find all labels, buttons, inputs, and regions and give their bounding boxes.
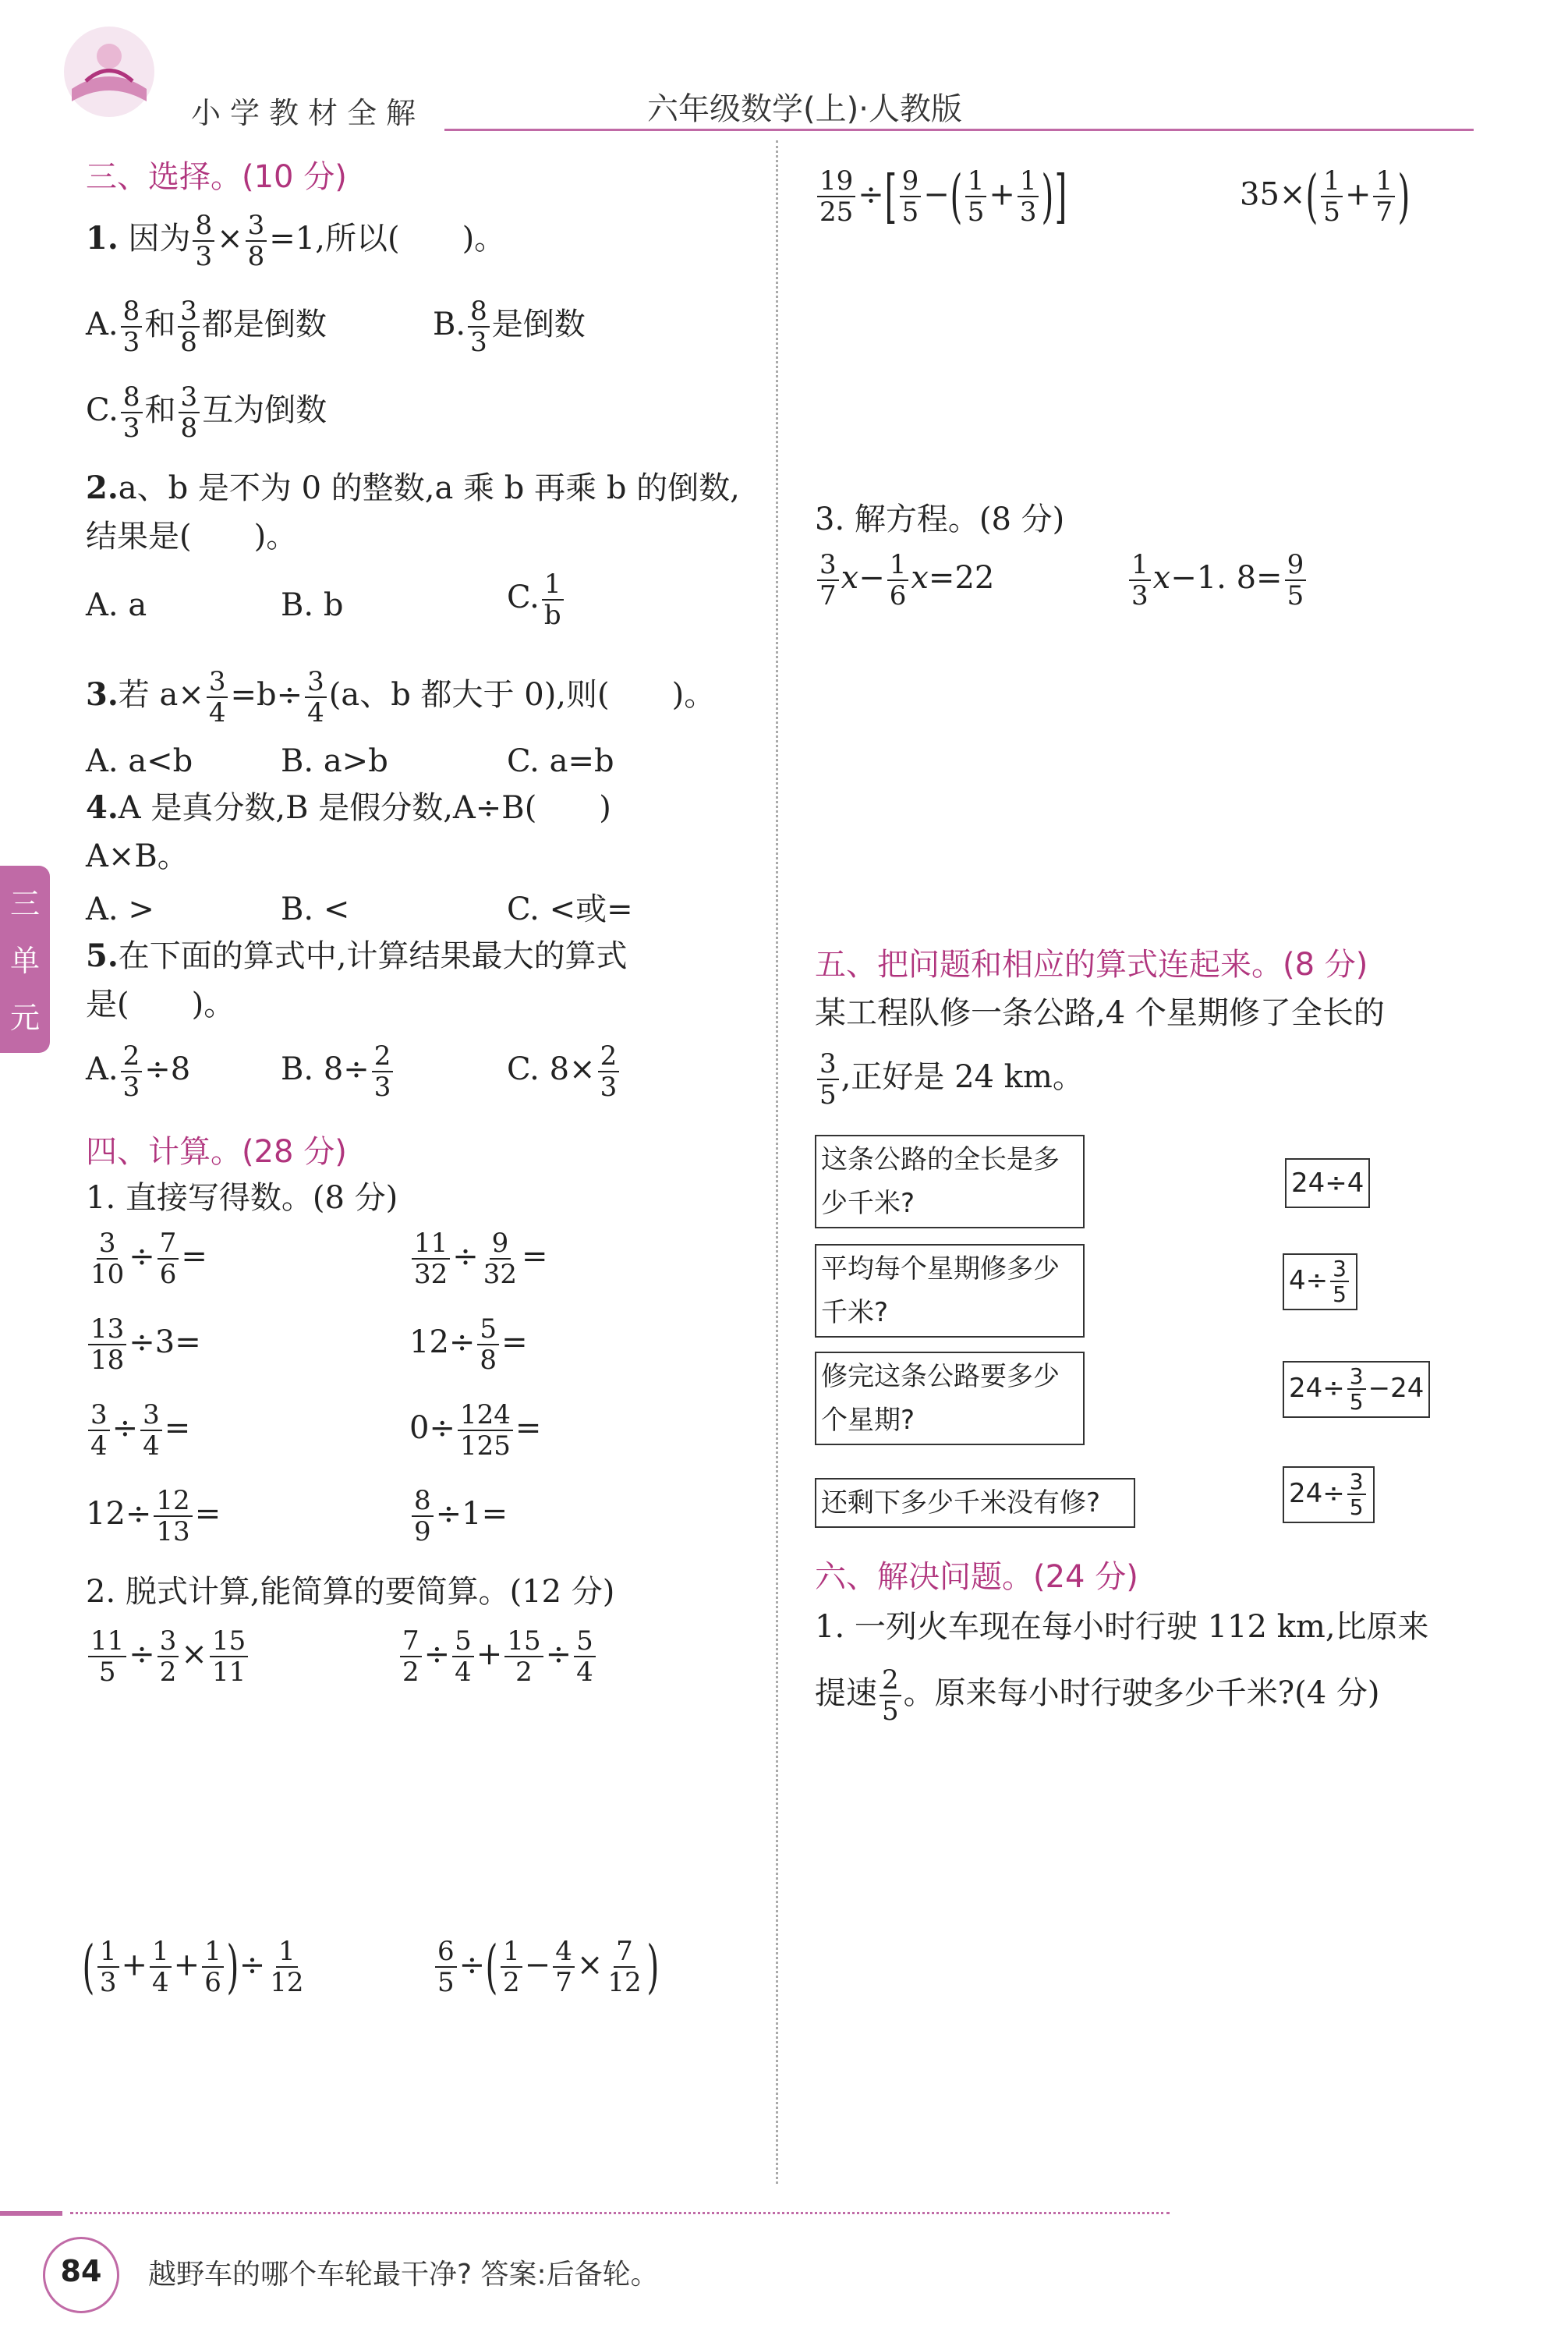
side-tab-char: 三 — [9, 887, 40, 921]
q3-option-a: A. a<b — [86, 743, 193, 779]
q5-option-c: C. 8× $\frac{2}{3}$ — [507, 1041, 621, 1102]
section-6-title: 六、解决问题。(24 分) — [815, 1559, 1138, 1595]
oral-calc: 12÷ $\frac{5}{8}$ = — [409, 1313, 528, 1377]
header-rule — [444, 129, 1474, 131]
q2-option-c: C. $\frac{1}{b}$ — [507, 569, 566, 630]
side-tab-char: 元 — [9, 1001, 40, 1035]
q3-option-c: C. a=b — [507, 743, 614, 779]
match-question-box[interactable]: 还剩下多少千米没有修? — [815, 1478, 1135, 1528]
s6-q1-line1: 1. 一列火车现在每小时行驶 112 km,比原来 — [815, 1609, 1429, 1645]
step-calc: $\frac{7}{2}$ ÷ $\frac{5}{4}$ + $\frac{15}{2}$ ÷ $\frac{5}{4}$ — [398, 1626, 598, 1687]
oral-calc: 12÷ $\frac{12}{13}$ = — [86, 1485, 221, 1548]
header-book-title: 小学教材全解 — [191, 96, 426, 130]
unit-side-tab — [0, 866, 50, 1053]
step-calc: $\frac{11}{5}$ ÷ $\frac{3}{2}$ × $\frac{15}{11}$ — [86, 1626, 250, 1687]
fraction: $\frac{3}{8}$ — [246, 211, 267, 271]
header-logo — [55, 17, 164, 126]
part-1-title: 1. 直接写得数。(8 分) — [86, 1180, 398, 1216]
match-formula-box[interactable]: 24÷ $\frac{3}{5}$ — [1283, 1466, 1375, 1523]
q4-option-c: C. <或= — [507, 891, 633, 927]
s6-q1-line2: 提速 $\frac{2}{5}$ 。原来每小时行驶多少千米?(4 分) — [815, 1664, 1380, 1728]
page-number: 84 — [60, 2254, 102, 2288]
header-book-subtitle: 六年级数学(上)·人教版 — [647, 91, 962, 127]
section-4-title: 四、计算。(28 分) — [86, 1134, 347, 1170]
q1-option-b: B. $\frac{8}{3}$ 是倒数 — [433, 296, 586, 359]
q5-option-b: B. 8÷ $\frac{2}{3}$ — [281, 1041, 395, 1102]
fraction: $\frac{8}{3}$ — [193, 211, 214, 271]
oral-calc: $\frac{8}{9}$ ÷1= — [409, 1486, 508, 1547]
q1-stem: 1. 因为 $\frac{8}{3}$ × $\frac{3}{8}$ =1,所以( )。 — [86, 210, 506, 273]
book-logo-icon — [55, 17, 164, 126]
part-3-title: 3. 解方程。(8 分) — [815, 501, 1065, 537]
s5-problem-line1: 某工程队修一条公路,4 个星期修了全长的 — [815, 995, 1385, 1031]
match-question-box[interactable]: 这条公路的全长是多少千米? — [815, 1135, 1085, 1228]
oral-calc: $\frac{3}{4}$ ÷ $\frac{3}{4}$ = — [86, 1400, 190, 1461]
oral-calc: $\frac{3}{10}$ ÷ $\frac{7}{6}$ = — [90, 1228, 207, 1291]
q1-option-a: A. $\frac{8}{3}$ 和 $\frac{3}{8}$ 都是倒数 — [86, 296, 327, 359]
q4-option-b: B. < — [281, 891, 350, 927]
match-formula-box[interactable]: 24÷ $\frac{3}{5}$ −24 — [1283, 1361, 1430, 1418]
side-tab-char: 单 — [9, 944, 40, 978]
match-question-box[interactable]: 修完这条公路要多少个星期? — [815, 1352, 1085, 1445]
q5-stem: 5.在下面的算式中,计算结果最大的算式 是( )。 — [86, 937, 628, 1022]
step-calc: $\frac{19}{25}$ ÷[ $\frac{9}{5}$ −( $\frac{1}{5}$ + $\frac{1}{3}$ )] — [815, 152, 1067, 242]
q1-option-c: C. $\frac{8}{3}$ 和 $\frac{3}{8}$ 互为倒数 — [86, 381, 327, 445]
column-divider — [776, 140, 778, 2184]
equation: $\frac{1}{3}$ x−1. 8= $\frac{9}{5}$ — [1127, 550, 1308, 611]
section-3-title: 三、选择。(10 分) — [86, 159, 347, 195]
match-question-box[interactable]: 平均每个星期修多少千米? — [815, 1244, 1085, 1338]
step-calc: ( $\frac{1}{3}$ + $\frac{1}{4}$ + $\frac{1}{6}$ )÷ $\frac{1}{12}$ — [82, 1933, 304, 2001]
match-formula-box[interactable]: 4÷ $\frac{3}{5}$ — [1283, 1253, 1357, 1310]
oral-calc: $\frac{13}{18}$ ÷3= — [86, 1314, 201, 1375]
q3-stem: 3.若 a× $\frac{3}{4}$ =b÷ $\frac{3}{4}$ (a、b 都大于 0),则( )。 — [86, 666, 716, 729]
oral-calc: 0÷ $\frac{124}{125}$ = — [409, 1399, 542, 1462]
q4-stem: 4.A 是真分数,B 是假分数,A÷B( ) A×B。 — [86, 789, 611, 874]
q4-option-a: A. > — [86, 891, 154, 927]
part-2-title: 2. 脱式计算,能简算的要简算。(12 分) — [86, 1574, 615, 1610]
equation: $\frac{3}{7}$ x− $\frac{1}{6}$ x=22 — [815, 550, 994, 611]
q2-option-a: A. a — [86, 587, 147, 623]
s5-problem-line2: $\frac{3}{5}$ ,正好是 24 km。 — [815, 1049, 1084, 1110]
q2-stem: 2.a、b 是不为 0 的整数,a 乘 b 再乘 b 的倒数, 结果是( )。 — [86, 470, 740, 555]
oral-calc: $\frac{11}{32}$ ÷ $\frac{9}{32}$ = — [409, 1228, 548, 1289]
step-calc: 35×( $\frac{1}{5}$ + $\frac{1}{7}$ ) — [1240, 163, 1410, 230]
q2-option-b: B. b — [281, 587, 344, 623]
step-calc: $\frac{6}{5}$ ÷( $\frac{1}{2}$ − $\frac{4}{7}$ × $\frac{7}{12}$ ) — [433, 1923, 659, 2012]
footer-dotted-rule — [70, 2212, 1170, 2214]
footer-riddle: 越野车的哪个车轮最干净? 答案:后备轮。 — [148, 2259, 659, 2291]
match-formula-box[interactable]: 24÷4 — [1285, 1158, 1370, 1208]
q3-option-b: B. a>b — [281, 743, 388, 779]
q5-option-a: A. $\frac{2}{3}$ ÷8 — [86, 1040, 191, 1104]
section-5-title: 五、把问题和相应的算式连起来。(8 分) — [815, 947, 1368, 983]
